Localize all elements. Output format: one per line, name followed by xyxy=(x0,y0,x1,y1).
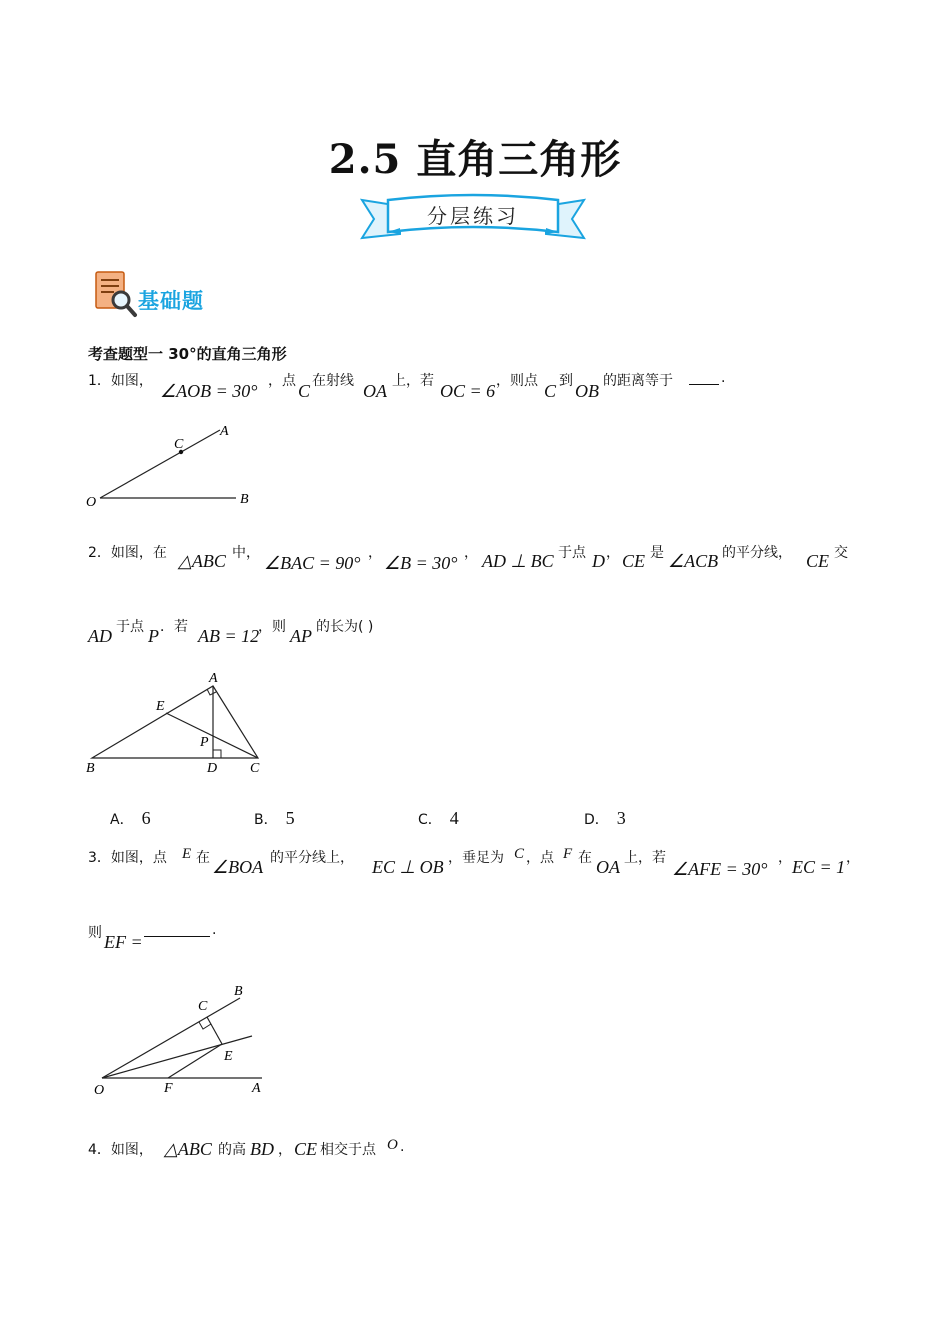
fig2-label-p: P xyxy=(200,735,209,750)
option-b[interactable] xyxy=(254,808,295,829)
q3-ray-oa: OA xyxy=(596,857,620,877)
option-value: 4 xyxy=(449,808,459,828)
q2-number: 2．如图，在 xyxy=(88,545,167,561)
page-title: 2.5 直角三角形 xyxy=(328,136,622,183)
fig3-label-e: E xyxy=(224,1049,233,1064)
q1-end: . xyxy=(721,370,726,386)
q2-ce: CE xyxy=(622,551,646,571)
option-value: 3 xyxy=(616,808,626,828)
option-value: 5 xyxy=(285,808,295,828)
q2-text: ．若 xyxy=(160,619,188,635)
option-letter: C． xyxy=(418,812,442,828)
q2-text: 的长为( ) xyxy=(316,619,374,635)
q1-number: 1．如图， xyxy=(88,373,153,389)
q2-perp: AD ⊥ BC xyxy=(482,551,554,571)
q1-text: 上，若 xyxy=(392,373,434,389)
figure-1 xyxy=(80,418,270,514)
q3-text: 的平分线上， xyxy=(270,850,354,866)
q1-text: ，则点 xyxy=(496,373,538,389)
q2-text: 交 xyxy=(834,545,848,561)
q4-text: ， xyxy=(278,1142,292,1158)
fig1-label-a: A xyxy=(220,424,229,439)
section-label: 基础题 xyxy=(138,289,204,313)
q3-text: 在 xyxy=(578,850,592,866)
option-letter: A． xyxy=(110,812,134,828)
q4-bd: BD xyxy=(250,1139,274,1159)
q4-point-o: O xyxy=(387,1137,398,1153)
q3-ef-expr: EF = xyxy=(104,932,143,952)
q1-ray-oa: OA xyxy=(363,381,387,401)
fig2-label-a: A xyxy=(209,671,218,686)
q4-triangle: △ABC xyxy=(164,1139,212,1159)
fig3-label-c: C xyxy=(198,999,208,1014)
fig2-label-b: B xyxy=(86,761,95,776)
q2-ap: AP xyxy=(290,626,312,646)
fig3-label-f: F xyxy=(164,1081,173,1096)
q2-angle-acb: ∠ACB xyxy=(668,551,719,571)
option-value: 6 xyxy=(141,808,151,828)
q2-text: 于点 xyxy=(116,619,144,635)
q3-perp: EC ⊥ OB xyxy=(372,857,444,877)
q4-text: 相交于点 xyxy=(320,1142,376,1158)
q3-text: ， xyxy=(846,850,860,866)
q2-ab-expr: AB = 12 xyxy=(198,626,260,646)
figure-2 xyxy=(80,668,280,778)
fig1-label-o: O xyxy=(86,495,97,510)
q3-text: 上，若 xyxy=(624,850,666,866)
q2-text: 于点 xyxy=(558,545,586,561)
q2-text: ， xyxy=(464,545,478,561)
q2-angle-b: ∠B = 30° xyxy=(384,553,458,573)
q2-point-p: P xyxy=(148,626,159,646)
q4-number: 4．如图， xyxy=(88,1142,153,1158)
fig2-label-c: C xyxy=(250,761,260,776)
question-type-heading: 考查题型一 30°的直角三角形 xyxy=(88,345,287,363)
q2-text: ， xyxy=(606,545,620,561)
q3-end: . xyxy=(212,922,217,938)
q1-point-c: C xyxy=(544,381,557,401)
q3-angle-boa: ∠BOA xyxy=(212,857,264,877)
q1-text: 到 xyxy=(559,373,573,389)
fig3-label-o: O xyxy=(94,1083,105,1098)
q2-text: ，则 xyxy=(258,619,286,635)
q2-ce: CE xyxy=(806,551,830,571)
q2-triangle: △ABC xyxy=(178,551,226,571)
fig1-label-b: B xyxy=(240,492,249,507)
q3-answer-blank[interactable] xyxy=(144,922,210,937)
q2-ad: AD xyxy=(88,626,112,646)
q1-answer-blank[interactable] xyxy=(689,370,719,385)
fig1-label-c: C xyxy=(174,437,184,452)
q2-text: 是 xyxy=(650,545,664,561)
q1-text: 的距离等于 xyxy=(603,373,673,389)
q3-text: 则 xyxy=(88,925,102,941)
q2-angle-bac: ∠BAC = 90° xyxy=(264,553,361,573)
q4-end: . xyxy=(400,1139,405,1155)
fig3-label-a: A xyxy=(252,1081,261,1096)
q3-point-c: C xyxy=(514,846,525,862)
q3-point-f: F xyxy=(563,846,573,862)
option-d[interactable] xyxy=(584,808,626,829)
q1-text: 在射线 xyxy=(312,373,354,389)
q2-text: 中， xyxy=(232,545,260,561)
figure-3 xyxy=(86,978,276,1102)
option-c[interactable] xyxy=(418,808,459,829)
q2-text: 的平分线， xyxy=(722,545,792,561)
q3-text: ，垂足为 xyxy=(448,850,504,866)
fig3-label-b: B xyxy=(234,984,243,999)
q1-text: ，点 xyxy=(268,373,296,389)
q3-point-e: E xyxy=(182,846,192,862)
q1-angle-expr: ∠AOB = 30° xyxy=(160,381,258,401)
fig2-label-d: D xyxy=(207,761,218,776)
document-magnifier-icon xyxy=(92,270,138,318)
q4-text: 的高 xyxy=(218,1142,246,1158)
q3-text: ， xyxy=(778,850,792,866)
banner-label: 分层练习 xyxy=(427,204,519,228)
q3-angle-afe: ∠AFE = 30° xyxy=(672,859,768,879)
q2-point-d: D xyxy=(592,551,605,571)
q3-text: 在 xyxy=(196,850,210,866)
q1-point-c: C xyxy=(298,381,311,401)
q1-oc-expr: OC = 6 xyxy=(440,381,496,401)
option-letter: D． xyxy=(584,812,609,828)
q3-number: 3．如图，点 xyxy=(88,850,167,866)
q2-text: ， xyxy=(368,545,382,561)
option-a[interactable] xyxy=(110,808,151,829)
fig2-label-e: E xyxy=(156,699,165,714)
q3-ec-expr: EC = 1 xyxy=(792,857,846,877)
option-letter: B． xyxy=(254,812,278,828)
q4-ce: CE xyxy=(294,1139,318,1159)
q1-ray-ob: OB xyxy=(575,381,599,401)
q3-text: ，点 xyxy=(526,850,554,866)
